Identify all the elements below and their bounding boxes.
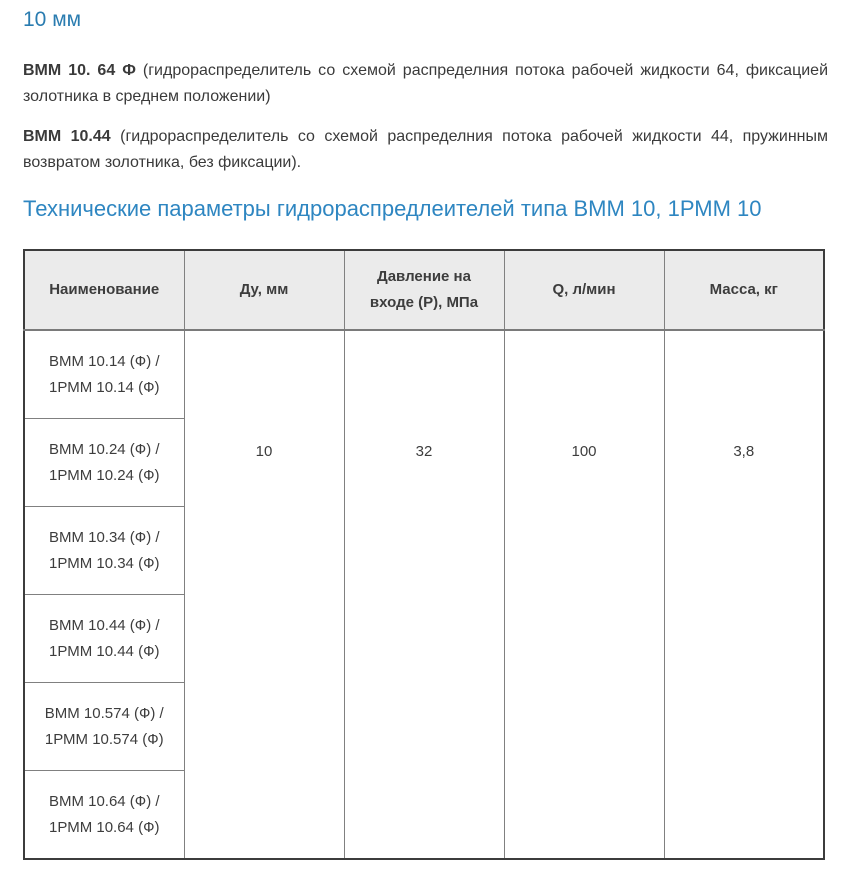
product-name-bold: ВММ 10. 64 Ф (23, 62, 136, 79)
parameters-table (23, 249, 825, 860)
col-header-flow: Q, л/мин (504, 250, 664, 330)
product-name-bold: ВММ 10.44 (23, 128, 111, 145)
row-name-cell: ВММ 10.14 (Ф) / 1РММ 10.14 (Ф) (24, 330, 184, 419)
product-description-text: (гидрораспределитель со схемой распределния потока рабочей жидкости 44, пружинным возвратом золотника, без фиксации). (23, 128, 828, 171)
value-du: 10 (184, 330, 344, 859)
row-name-cell: ВММ 10.24 (Ф) / 1РММ 10.24 (Ф) (24, 419, 184, 507)
product-description-text: (гидрораспределитель со схемой распределния потока рабочей жидкости 64, фиксацией золотника в среднем положении) (23, 62, 829, 105)
row-name-cell: ВММ 10.574 (Ф) / 1РММ 10.574 (Ф) (24, 683, 184, 771)
section-heading: 10 мм (23, 8, 82, 31)
row-name-cell: ВММ 10.44 (Ф) / 1РММ 10.44 (Ф) (24, 595, 184, 683)
product-description-44 (23, 124, 828, 176)
value-pressure: 32 (344, 330, 504, 859)
table-heading: Технические параметры гидрораспредлеителей типа ВММ 10, 1РММ 10 (23, 196, 762, 221)
value-flow: 100 (504, 330, 664, 859)
table-row (24, 330, 824, 419)
row-name-cell: ВММ 10.64 (Ф) / 1РММ 10.64 (Ф) (24, 771, 184, 860)
product-description-64 (23, 58, 828, 110)
row-name-cell: ВММ 10.34 (Ф) / 1РММ 10.34 (Ф) (24, 507, 184, 595)
header-row (24, 250, 824, 330)
col-header-name: Наименование (24, 250, 184, 330)
value-mass: 3,8 (664, 330, 824, 859)
col-header-pressure: Давление на входе (Р), МПа (344, 250, 504, 330)
col-header-du: Ду, мм (184, 250, 344, 330)
col-header-mass: Масса, кг (664, 250, 824, 330)
